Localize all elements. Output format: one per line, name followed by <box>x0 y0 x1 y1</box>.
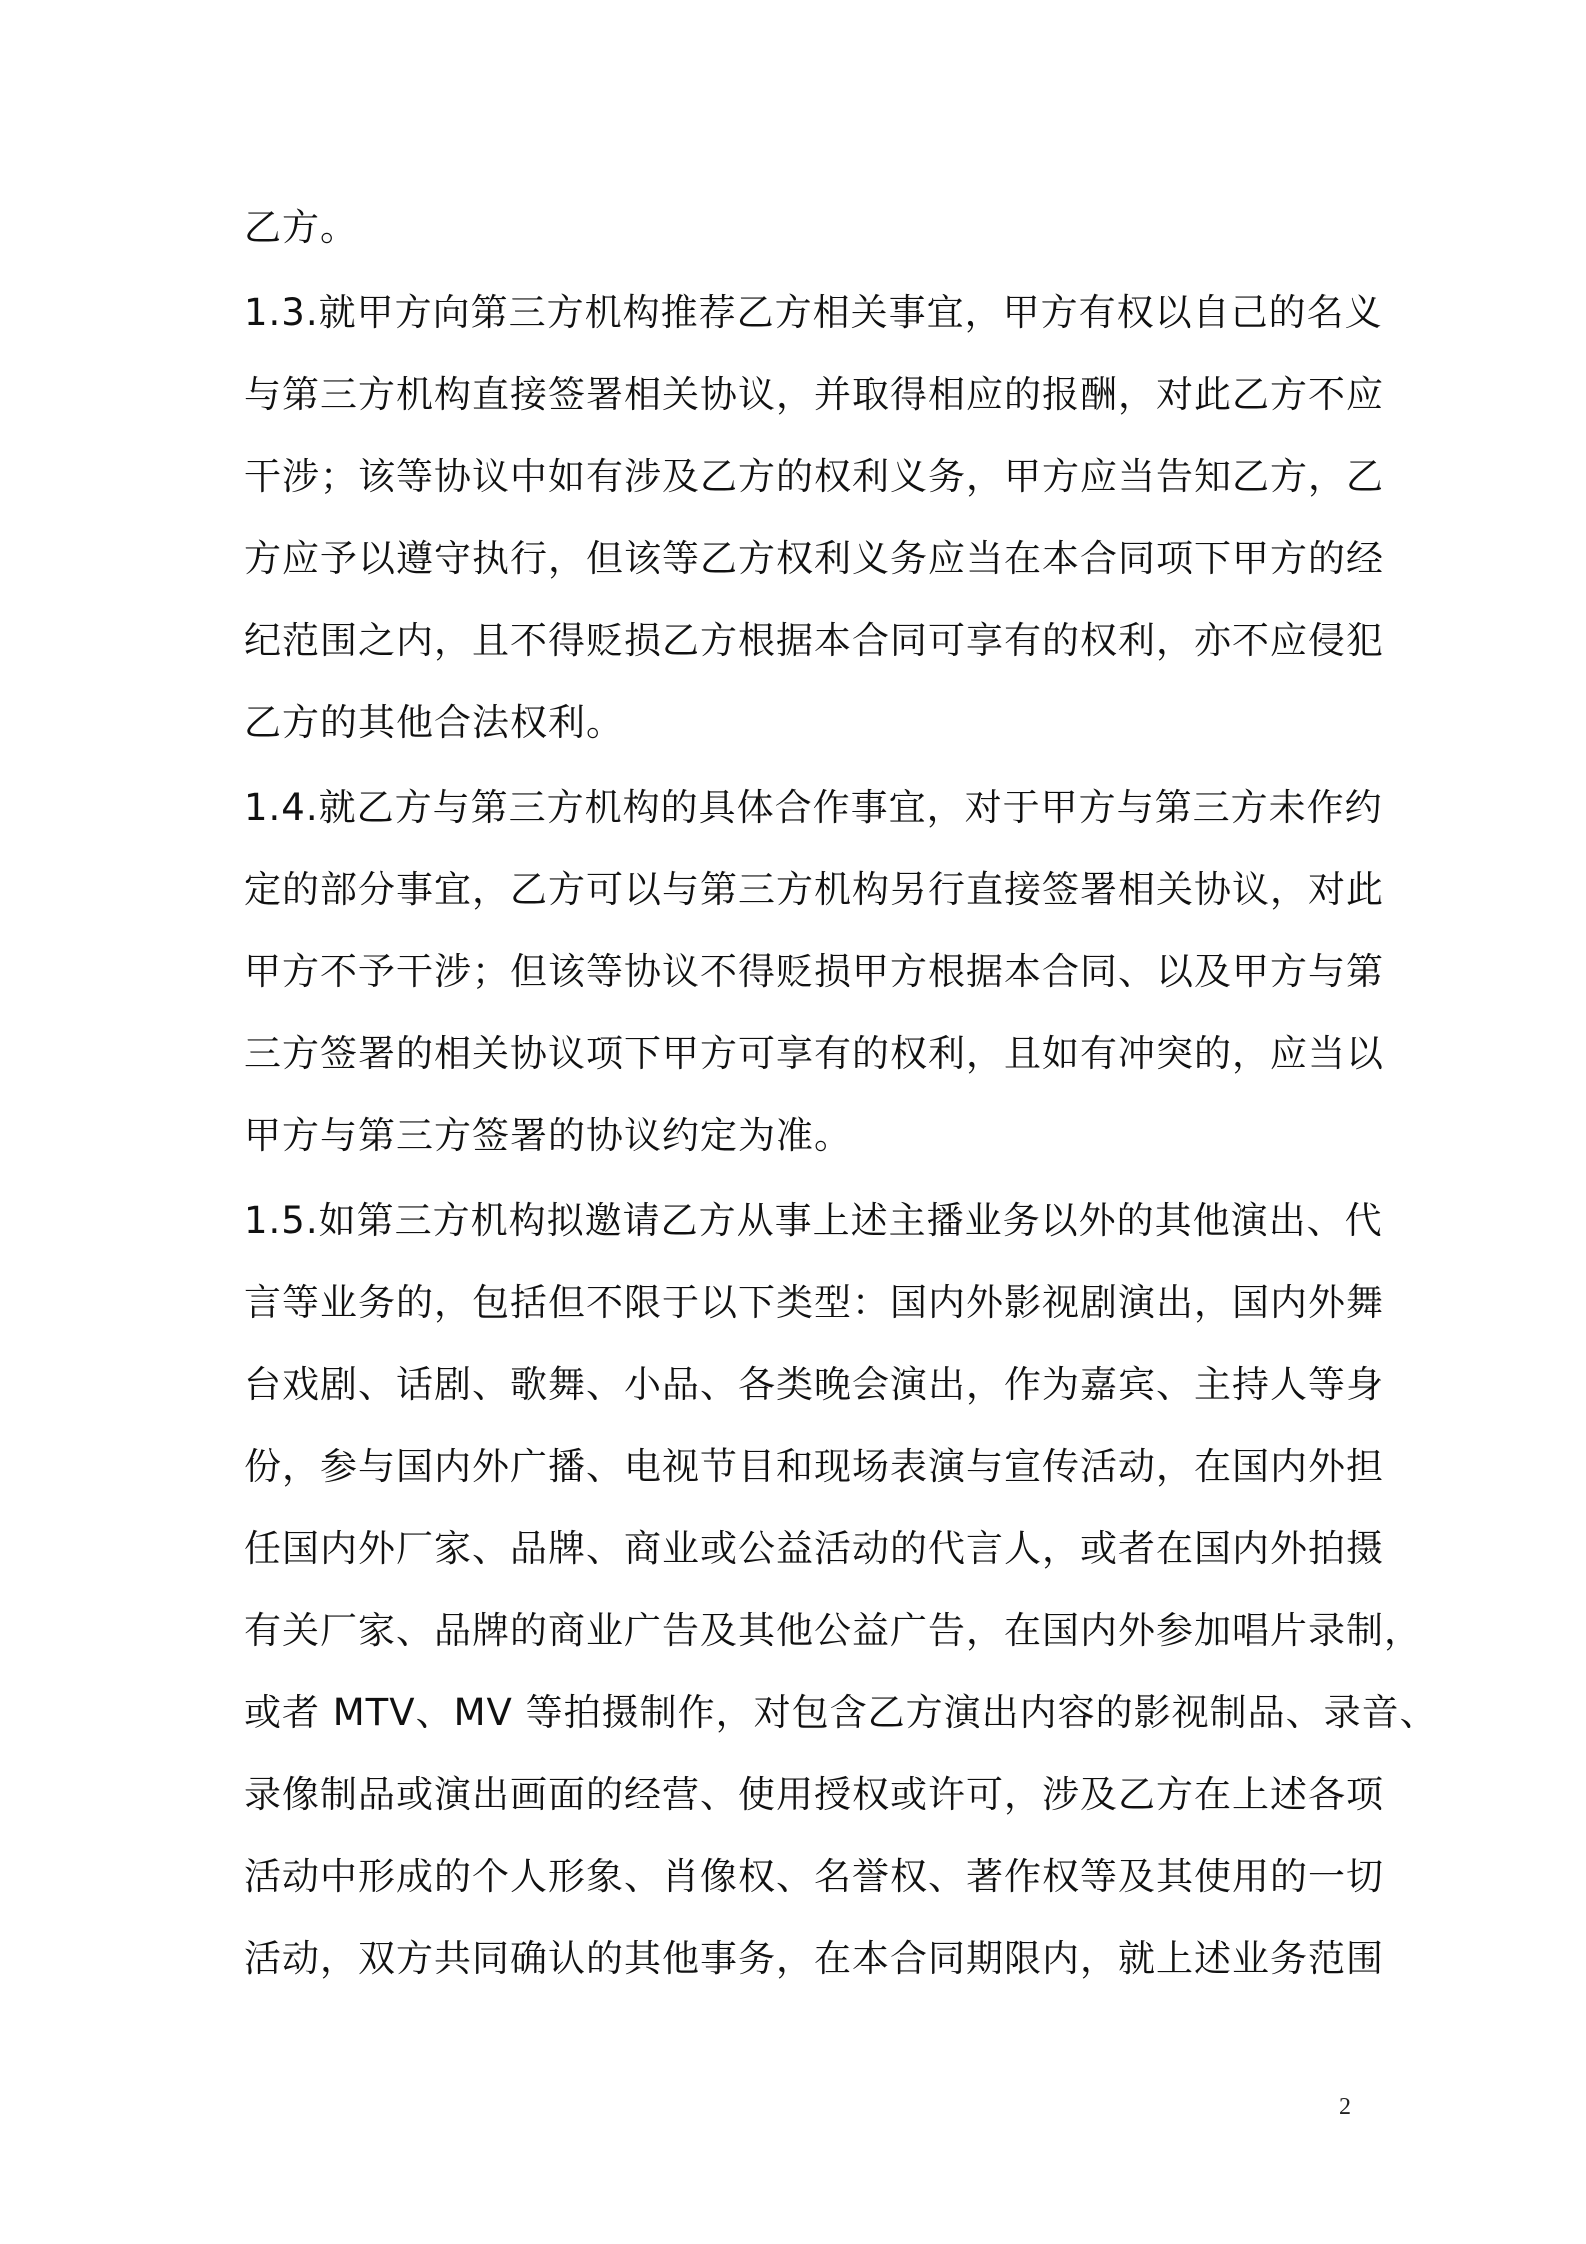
clause-1-3-line: 1.3.就甲方向第三方机构推荐乙方相关事宜，甲方有权以自己的名义 <box>244 291 1383 334</box>
text-line: 乙方。 <box>244 206 358 249</box>
text-line: 方应予以遵守执行，但该等乙方权利义务应当在本合同项下甲方的经 <box>244 537 1384 580</box>
text-line: 录像制品或演出画面的经营、使用授权或许可，涉及乙方在上述各项 <box>244 1773 1384 1816</box>
text-line: 乙方的其他合法权利。 <box>244 701 624 744</box>
text-line: 台戏剧、话剧、歌舞、小品、各类晚会演出，作为嘉宾、主持人等身 <box>244 1363 1384 1406</box>
text-line: 甲方不予干涉；但该等协议不得贬损甲方根据本合同、以及甲方与第 <box>244 950 1384 993</box>
text-line: 定的部分事宜，乙方可以与第三方机构另行直接签署相关协议，对此 <box>244 868 1384 911</box>
text-line: 有关厂家、品牌的商业广告及其他公益广告，在国内外参加唱片录制， <box>244 1609 1422 1652</box>
clause-1-5-line: 1.5.如第三方机构拟邀请乙方从事上述主播业务以外的其他演出、代 <box>244 1199 1383 1242</box>
text-line: 甲方与第三方签署的协议约定为准。 <box>244 1114 852 1157</box>
text-line: 活动，双方共同确认的其他事务，在本合同期限内，就上述业务范围 <box>244 1937 1384 1980</box>
clause-1-4-line: 1.4.就乙方与第三方机构的具体合作事宜，对于甲方与第三方未作约 <box>244 786 1383 829</box>
text-line: 三方签署的相关协议项下甲方可享有的权利，且如有冲突的，应当以 <box>244 1032 1384 1075</box>
text-line: 份，参与国内外广播、电视节目和现场表演与宣传活动，在国内外担 <box>244 1445 1384 1488</box>
text-line: 纪范围之内，且不得贬损乙方根据本合同可享有的权利，亦不应侵犯 <box>244 619 1384 662</box>
text-line: 任国内外厂家、品牌、商业或公益活动的代言人，或者在国内外拍摄 <box>244 1527 1384 1570</box>
page-number: 2 <box>1339 2094 1351 2120</box>
text-line: 干涉；该等协议中如有涉及乙方的权利义务，甲方应当告知乙方，乙 <box>244 455 1384 498</box>
text-line: 活动中形成的个人形象、肖像权、名誉权、著作权等及其使用的一切 <box>244 1855 1384 1898</box>
text-line: 言等业务的，包括但不限于以下类型：国内外影视剧演出，国内外舞 <box>244 1281 1384 1324</box>
text-line: 或者 MTV、MV 等拍摄制作，对包含乙方演出内容的影视制品、录音、 <box>244 1691 1438 1734</box>
text-line: 与第三方机构直接签署相关协议，并取得相应的报酬，对此乙方不应 <box>244 373 1384 416</box>
